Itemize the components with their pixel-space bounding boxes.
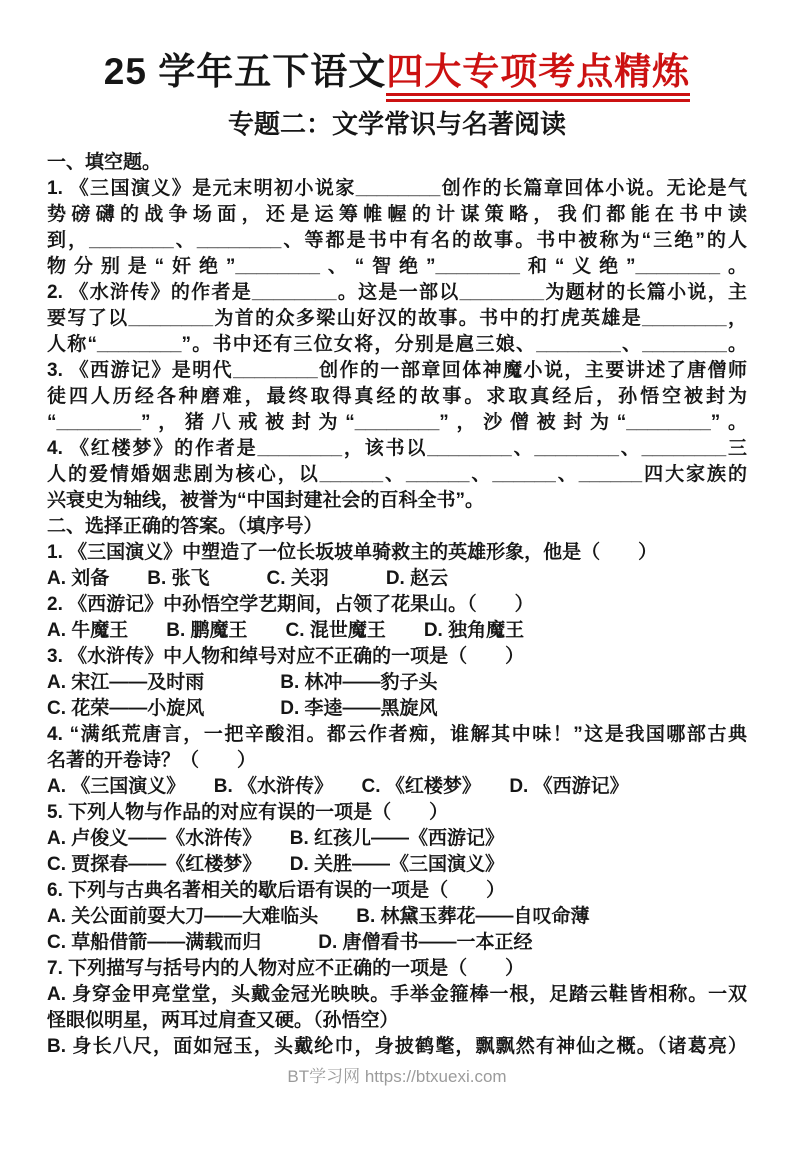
- text-line: A. 身穿金甲亮堂堂，头戴金冠光映映。手举金箍棒一根，足踏云鞋皆相称。一双: [47, 984, 747, 1005]
- text-line: 6. 下列与古典名著相关的歇后语有误的一项是（ ）: [47, 880, 506, 901]
- text-line: A. 《三国演义》 B. 《水浒传》 C. 《红楼梦》 D. 《西游记》: [47, 776, 629, 797]
- text-line: C. 贾探春——《红楼梦》 D. 关胜——《三国演义》: [47, 854, 505, 875]
- text-line: 1. 《三国演义》中塑造了一位长坂坡单骑救主的英雄形象，他是（ ）: [47, 542, 658, 563]
- text-line: 5. 下列人物与作品的对应有误的一项是（ ）: [47, 802, 449, 823]
- worksheet-body: [47, 150, 747, 1060]
- text-line: 物分别是“奸绝”________、“智绝”________和“义绝”________。: [47, 256, 747, 277]
- text-line: 2. 《西游记》中孙悟空学艺期间，占领了花果山。（ ）: [47, 594, 534, 615]
- text-line: A. 卢俊义——《水浒传》 B. 红孩儿——《西游记》: [47, 828, 505, 849]
- text-line: 二、选择正确的答案。（填序号）: [47, 516, 323, 537]
- text-line: A. 刘备 B. 张飞 C. 关羽 D. 赵云: [47, 568, 449, 589]
- text-line: A. 宋江——及时雨 B. 林冲——豹子头: [47, 672, 438, 693]
- text-line: 7. 下列描写与括号内的人物对应不正确的一项是（ ）: [47, 958, 525, 979]
- text-line: 要写了以________为首的众多梁山好汉的故事。书中的打虎英雄是________，: [47, 308, 747, 329]
- text-line: A. 关公面前耍大刀——大难临头 B. 林黛玉葬花——自叹命薄: [47, 906, 590, 927]
- text-line: 怪眼似明星，两耳过肩查又硬。（孙悟空）: [47, 1010, 399, 1031]
- title-highlight: 四大专项考点精炼: [386, 51, 690, 102]
- text-line: C. 草船借箭——满载而归 D. 唐僧看书——一本正经: [47, 932, 533, 953]
- text-line: 一、填空题。: [47, 152, 162, 173]
- text-line: 3. 《西游记》是明代________创作的一部章回体神魔小说，主要讲述了唐僧师: [47, 360, 747, 381]
- title-prefix: 25 学年五下语文: [103, 51, 387, 92]
- text-line: 4. 《红楼梦》的作者是________，该书以________、________、________三: [47, 438, 747, 459]
- text-line: 人称“________”。书中还有三位女将，分别是扈三娘、________、________。: [47, 334, 747, 355]
- footer-watermark: BT学习网 https://btxuexi.com: [287, 1067, 507, 1086]
- text-line: 势磅礴的战争场面，还是运筹帷幄的计谋策略，我们都能在书中读: [47, 204, 747, 225]
- text-line: 名著的开卷诗？（ ）: [47, 750, 257, 771]
- text-line: 兴衰史为轴线，被誉为“中国封建社会的百科全书”。: [47, 490, 485, 511]
- text-line: 人的爱情婚姻悲剧为核心，以______、______、______、______四大家族的: [47, 464, 747, 485]
- text-line: 1. 《三国演义》是元末明初小说家________创作的长篇章回体小说。无论是气: [47, 178, 747, 199]
- text-line: 4. “满纸荒唐言，一把辛酸泪。都云作者痴，谁解其中味！”这是我国哪部古典: [47, 724, 747, 745]
- text-line: 2. 《水浒传》的作者是________。这是一部以________为题材的长篇小说，主: [47, 282, 747, 303]
- text-line: 徒四人历经各种磨难，最终取得真经的故事。求取真经后，孙悟空被封为: [47, 386, 747, 407]
- page-subtitle: 专题二：文学常识与名著阅读: [227, 109, 566, 139]
- text-line: A. 牛魔王 B. 鹏魔王 C. 混世魔王 D. 独角魔王: [47, 620, 525, 641]
- text-line: C. 花荣——小旋风 D. 李逵——黑旋风: [47, 698, 438, 719]
- page-title: [47, 48, 747, 96]
- text-line: 3. 《水浒传》中人物和绰号对应不正确的一项是（ ）: [47, 646, 525, 667]
- text-line: 到，________、________、等都是书中有名的故事。书中被称为“三绝”的人: [47, 230, 747, 251]
- text-line: B. 身长八尺，面如冠玉，头戴纶巾，身披鹤氅，飘飘然有神仙之概。（诸葛亮）: [47, 1036, 747, 1057]
- worksheet-page: [0, 48, 793, 1170]
- text-line: “________”，猪八戒被封为“________”，沙僧被封为“________”。: [47, 412, 747, 433]
